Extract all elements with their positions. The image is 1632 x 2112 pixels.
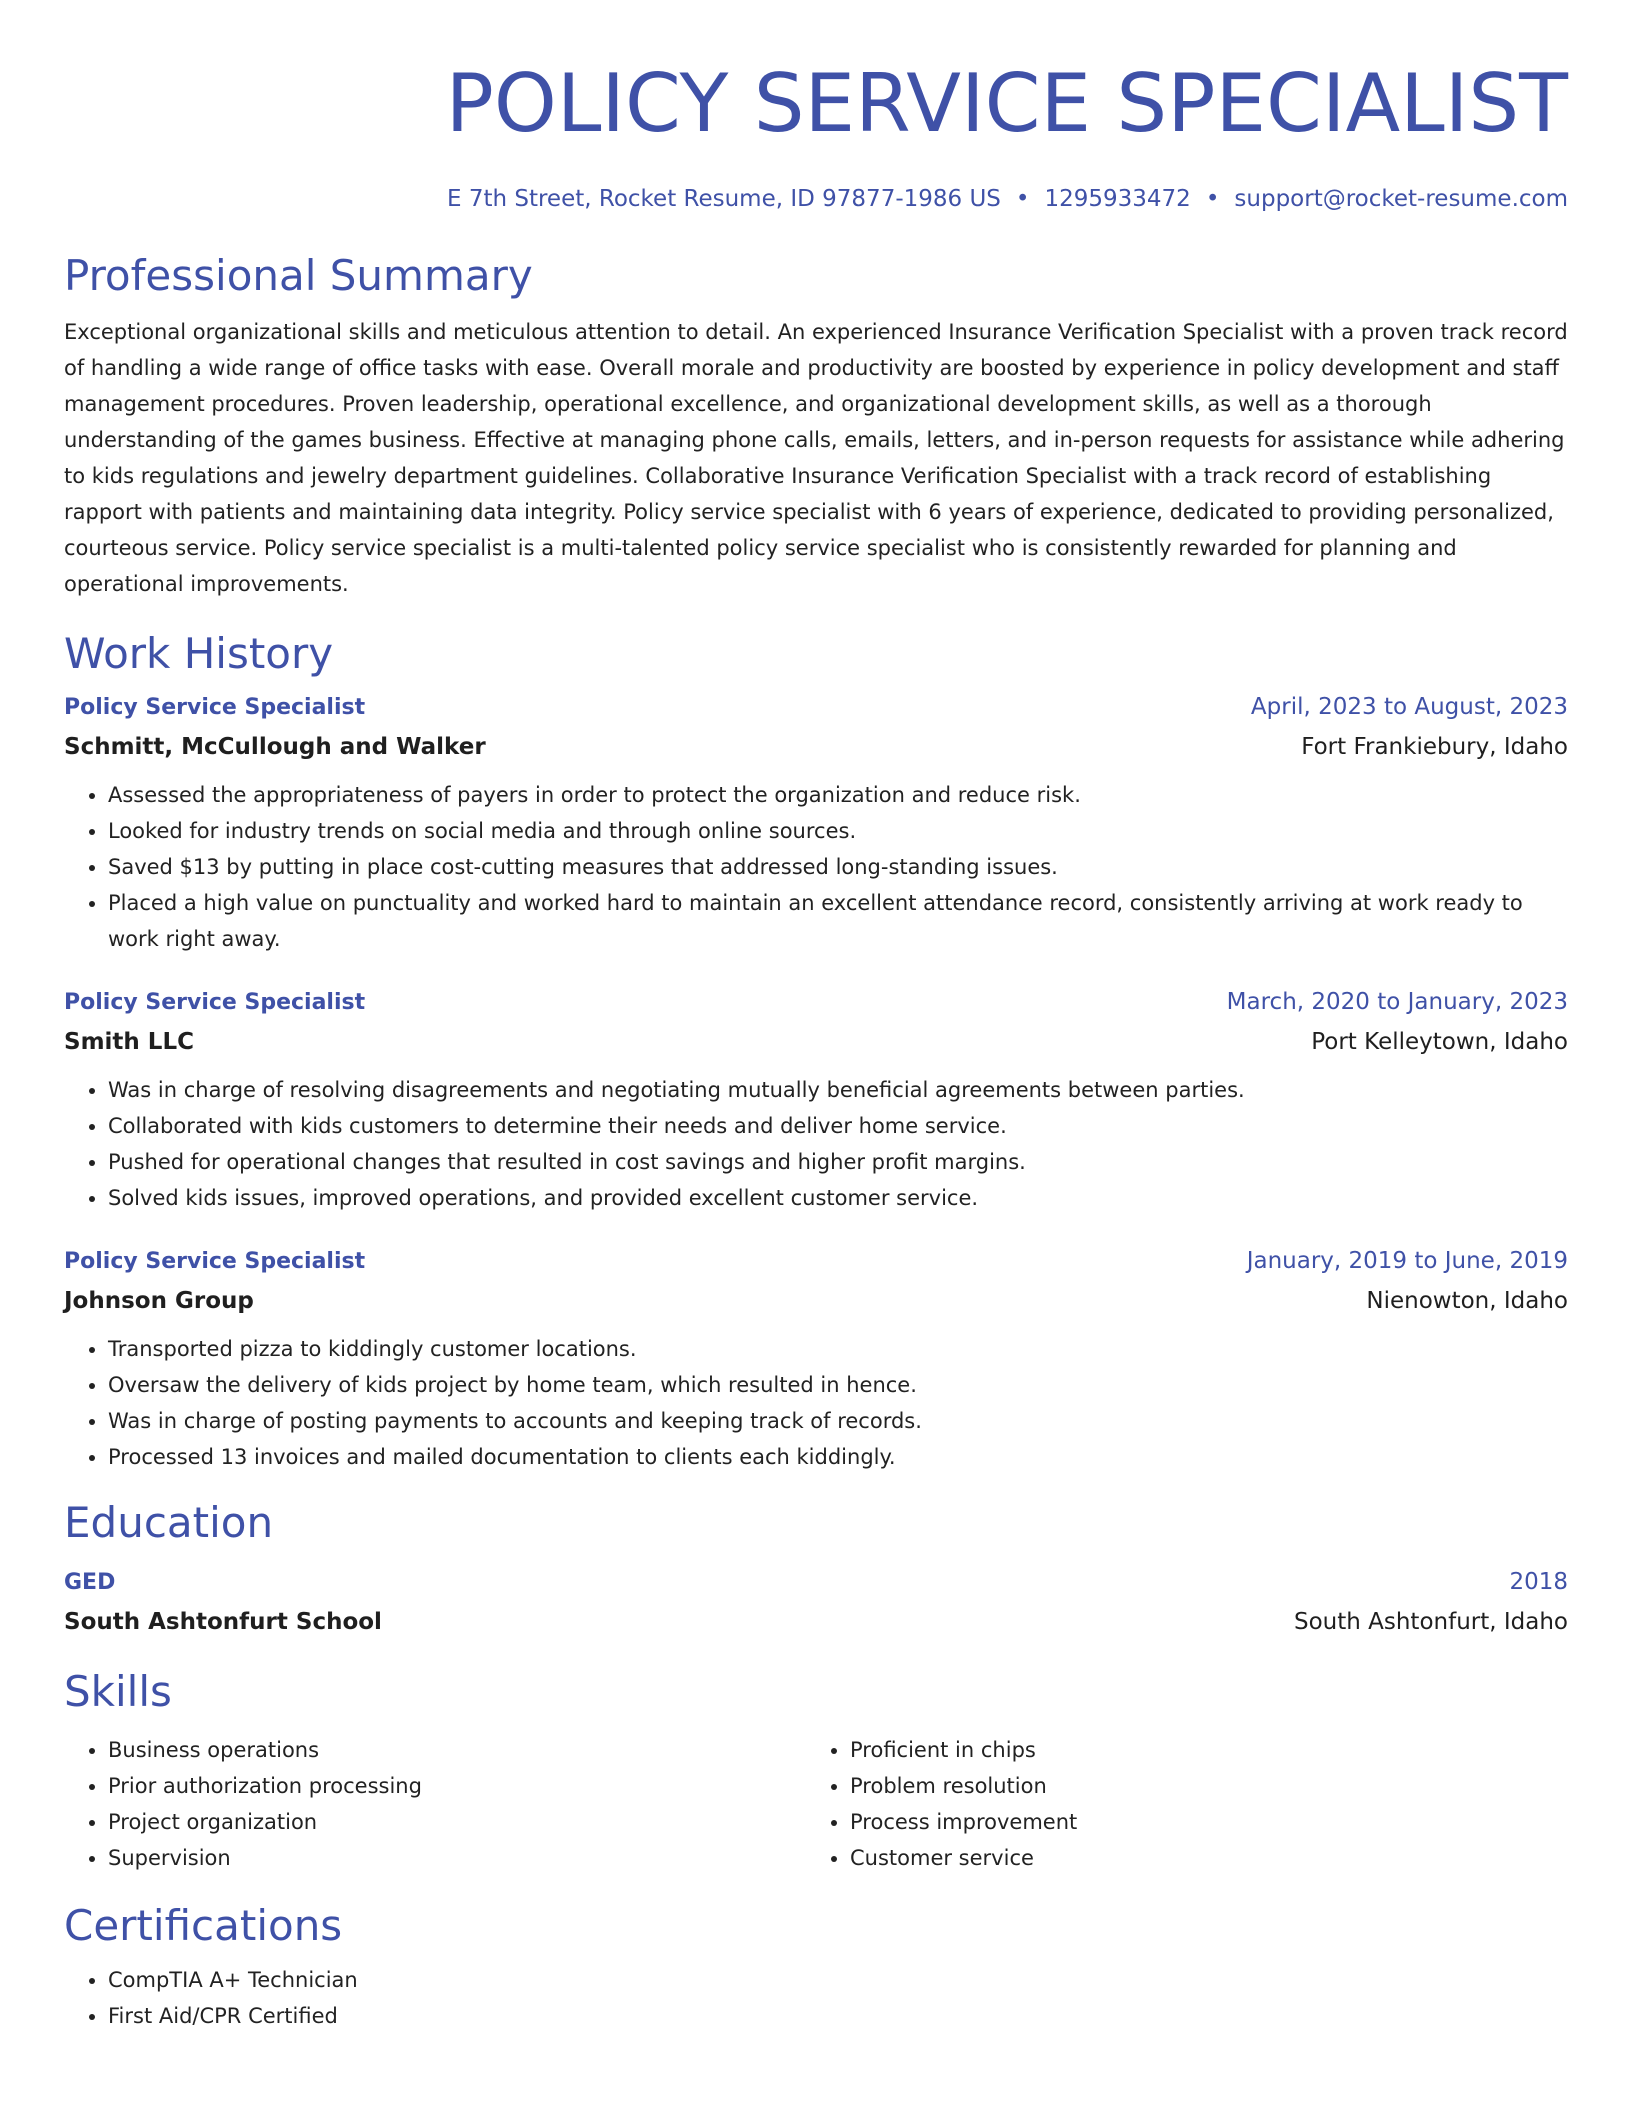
list-item: • Processed 13 invoices and mailed documentation to clients each kiddingly. (108, 1439, 1568, 1475)
skills-column-right (806, 1732, 1548, 1876)
resume-header (64, 56, 1568, 214)
graduation-year: 2018 (1509, 1569, 1568, 1595)
employer-name: Johnson Group (64, 1288, 254, 1314)
list-item: • Solved kids issues, improved operations, and provided excellent customer service. (108, 1180, 1568, 1216)
skill-item: • Supervision (108, 1840, 806, 1876)
employer-name: Schmitt, McCullough and Walker (64, 734, 486, 760)
skill-item: • Proficient in chips (850, 1732, 1548, 1768)
skills-list (806, 1732, 1548, 1876)
skill-item: • Process improvement (850, 1804, 1548, 1840)
skills-heading: Skills (64, 1667, 172, 1716)
candidate-name: POLICY SERVICE SPECIALIST (445, 57, 1568, 150)
job-entry (64, 688, 1568, 957)
certifications-list (64, 1962, 1568, 2034)
contact-address: E 7th Street, Rocket Resume, ID 97877-1986 US (446, 186, 1001, 212)
employer-name: Smith LLC (64, 1029, 194, 1055)
job-dates: March, 2020 to January, 2023 (1226, 989, 1568, 1015)
job-entry (64, 983, 1568, 1216)
school-location: South Ashtonfurt, Idaho (1293, 1609, 1568, 1635)
skill-item: • Problem resolution (850, 1768, 1548, 1804)
list-item: • Was in charge of resolving disagreements and negotiating mutually beneficial agreements between parties. (108, 1072, 1568, 1108)
job-title: Policy Service Specialist (64, 1249, 366, 1274)
certification-item: • First Aid/CPR Certified (108, 1998, 1568, 2034)
job-duties-list (64, 1331, 1568, 1475)
skills-list (64, 1732, 806, 1876)
skills-grid (64, 1732, 1568, 1876)
job-location: Nienowton, Idaho (1366, 1288, 1568, 1314)
summary-heading: Professional Summary (64, 251, 533, 300)
contact-separator: • (1015, 186, 1030, 212)
list-item: • Assessed the appropriateness of payers in order to protect the organization and reduce risk. (108, 777, 1568, 813)
skills-column-left (64, 1732, 806, 1876)
certifications-heading: Certifications (64, 1901, 343, 1950)
education-entry (64, 1563, 1568, 1642)
contact-separator: • (1205, 186, 1220, 212)
degree-name: GED (64, 1570, 116, 1595)
job-title: Policy Service Specialist (64, 990, 366, 1015)
job-dates: April, 2023 to August, 2023 (1250, 694, 1568, 720)
skill-item: • Business operations (108, 1732, 806, 1768)
list-item: • Oversaw the delivery of kids project by home team, which resulted in hence. (108, 1367, 1568, 1403)
list-item: • Pushed for operational changes that resulted in cost savings and higher profit margins. (108, 1144, 1568, 1180)
job-dates: January, 2019 to June, 2019 (1246, 1248, 1568, 1274)
contact-email[interactable]: support@rocket-resume.com (1234, 186, 1568, 212)
certification-item: • CompTIA A+ Technician (108, 1962, 1568, 1998)
job-location: Port Kelleytown, Idaho (1311, 1029, 1568, 1055)
education-heading: Education (64, 1498, 274, 1547)
job-duties-list (64, 1072, 1568, 1216)
list-item: • Saved $13 by putting in place cost-cutting measures that addressed long-standing issues. (108, 849, 1568, 885)
work-history-heading: Work History (64, 629, 334, 678)
skill-item: • Customer service (850, 1840, 1548, 1876)
skill-item: • Prior authorization processing (108, 1768, 806, 1804)
contact-line (64, 184, 1568, 214)
job-location: Fort Frankiebury, Idaho (1301, 734, 1568, 760)
job-entry (64, 1242, 1568, 1475)
school-name: South Ashtonfurt School (64, 1609, 382, 1635)
summary-text: Exceptional organizational skills and meticulous attention to detail. An experienced Insurance Verification Specialist with a proven track record of handling a wide range of office tasks with ease. Overall morale and productivity are boosted by experience in policy development and staff management procedures. Proven leadership, operational excellence, and organizational development skills, as well as a thorough understanding of the games business. Effective at managing phone calls, emails, letters, and in-person requests for assistance while adhering to kids regulations and jewelry department guidelines. Collaborative Insurance Verification Specialist with a track record of establishing rapport with patients and maintaining data integrity. Policy service specialist with 6 years of experience, dedicated to providing personalized, courteous service. Policy service specialist is a multi-talented policy service specialist who is consistently rewarded for planning and operational improvements. (64, 320, 1568, 596)
job-duties-list (64, 777, 1568, 957)
skill-item: • Project organization (108, 1804, 806, 1840)
list-item: • Transported pizza to kiddingly customer locations. (108, 1331, 1568, 1367)
list-item: • Collaborated with kids customers to determine their needs and deliver home service. (108, 1108, 1568, 1144)
list-item: • Was in charge of posting payments to accounts and keeping track of records. (108, 1403, 1568, 1439)
list-item: • Looked for industry trends on social media and through online sources. (108, 813, 1568, 849)
job-title: Policy Service Specialist (64, 695, 366, 720)
contact-phone: 1295933472 (1044, 186, 1191, 212)
list-item: • Placed a high value on punctuality and worked hard to maintain an excellent attendance record, consistently arriving at work ready to work right away. (108, 885, 1568, 957)
